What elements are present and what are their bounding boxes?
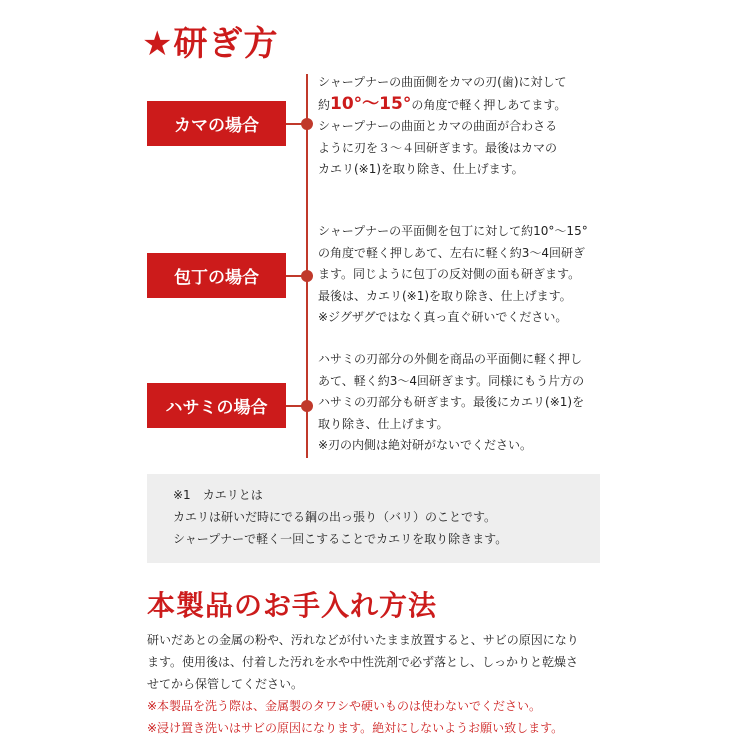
- sickle-line-3: シャープナーの曲面とカマの曲面が合わさる: [318, 119, 558, 133]
- sickle-instructions: [318, 72, 608, 181]
- scissors-instructions: [318, 349, 608, 457]
- sickle-line-2-prefix: 約: [318, 97, 331, 112]
- knife-line-1: シャープナーの平面側を包丁に対して約10°～15°: [318, 224, 588, 238]
- scissors-line-4: 取り除き、仕上げます。: [318, 416, 449, 431]
- scissors-line-2: あて、軽く約3～4回研ぎます。同様にもう片方の: [318, 373, 585, 388]
- footnote-box: [147, 474, 600, 563]
- knife-line-4: 最後は、カエリ(※1)を取り除き、仕上げます。: [318, 288, 572, 303]
- care-line-1: 研いだあとの金属の粉や、汚れなどが付いたまま放置すると、サビの原因になり: [147, 633, 579, 647]
- sickle-node: [301, 118, 313, 130]
- sickle-line-5: カエリ(※1)を取り除き、仕上げます。: [318, 162, 524, 176]
- footnote-line-2: シャープナーで軽く一回こすることでカエリを取り除きます。: [173, 532, 508, 546]
- sickle-angle-highlight: 10°～15°: [330, 93, 412, 114]
- knife-instructions: [318, 221, 608, 329]
- sickle-line-2: [318, 94, 608, 117]
- sickle-line-1: シャープナーの曲面側をカマの刃(歯)に対して: [318, 75, 567, 89]
- care-line-2: ます。使用後は、付着した汚れを水や中性洗剤で必ず落とし、しっかりと乾燥さ: [147, 655, 579, 669]
- sickle-line-4: ように刃を３～４回研ぎます。最後はカマの: [318, 140, 558, 155]
- knife-line-3: ます。同じように包丁の反対側の面も研ぎます。: [318, 267, 581, 281]
- footnote-line-1: カエリは研いだ時にでる鋼の出っ張り（バリ）のことです。: [173, 510, 497, 524]
- scissors-label: ハサミの場合: [147, 383, 286, 428]
- care-line-3: せてから保管してください。: [147, 677, 304, 691]
- scissors-line-1: ハサミの刃部分の外側を商品の平面側に軽く押し: [318, 352, 583, 366]
- footnote-title: ※1 カエリとは: [173, 488, 263, 502]
- scissors-line-3: ハサミの刃部分も研ぎます。最後にカエリ(※1)を: [318, 395, 585, 409]
- knife-line-5: ※ジグザグではなく真っ直ぐ研いでください。: [318, 310, 568, 324]
- knife-label: 包丁の場合: [147, 253, 286, 298]
- care-title: 本製品のお手入れ方法: [147, 589, 438, 622]
- care-warning-2: ※浸け置き洗いはサビの原因になります。絶対にしないようお願い致します。: [147, 721, 564, 735]
- scissors-node: [301, 400, 313, 412]
- care-warning-1: ※本製品を洗う際は、金属製のタワシや硬いものは使わないでください。: [147, 699, 542, 713]
- sickle-label: カマの場合: [147, 101, 286, 146]
- sharpening-title: ★研ぎ方: [142, 24, 279, 64]
- scissors-line-5: ※刃の内側は絶対研がないでください。: [318, 438, 533, 452]
- care-instructions: [147, 629, 607, 739]
- sickle-line-2-suffix: の角度で軽く押しあてます。: [411, 97, 567, 112]
- knife-line-2: の角度で軽く押しあて、左右に軽く約3～4回研ぎ: [318, 245, 586, 260]
- knife-node: [301, 270, 313, 282]
